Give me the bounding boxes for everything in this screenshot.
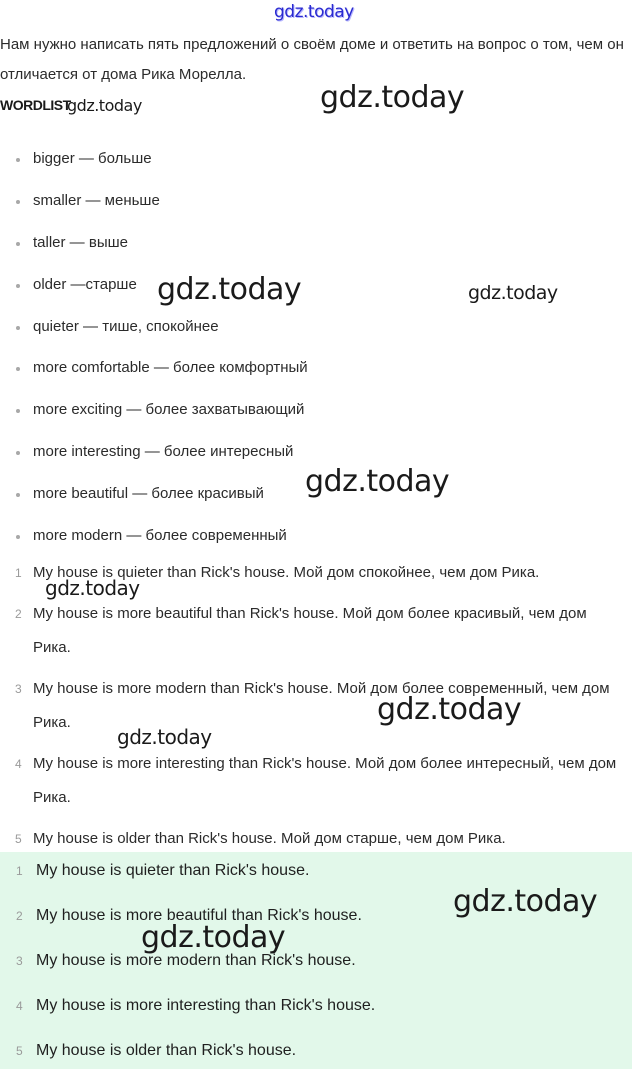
bullet-icon xyxy=(16,284,20,288)
answer-text: My house is more modern than Rick's house. xyxy=(36,952,356,969)
wordlist-item xyxy=(0,481,308,523)
intro-text: Нам нужно написать пять предложений о своём доме и ответить на вопрос о том, чем он отличается от дома Рика Морелла. xyxy=(0,36,624,83)
watermark-overlay: gdz.today xyxy=(157,272,302,307)
bullet-icon xyxy=(16,242,20,246)
bullet-icon xyxy=(16,409,20,413)
wordlist-item-text: taller — выше xyxy=(33,233,128,251)
sentence-number: 3 xyxy=(15,682,22,696)
answer-number: 2 xyxy=(16,909,23,923)
wordlist-item-text: more exciting — более захватывающий xyxy=(33,401,305,419)
wordlist-item xyxy=(0,439,308,481)
answer-item xyxy=(0,858,375,903)
watermark-overlay: gdz.today xyxy=(320,80,465,115)
sentence-number: 4 xyxy=(15,757,22,771)
wordlist-item-text: more modern — более современный xyxy=(33,527,287,545)
bullet-icon xyxy=(16,158,20,162)
watermark-overlay: gdz.today xyxy=(377,692,522,727)
wordlist-item-text: smaller — меньше xyxy=(33,191,160,209)
answer-number: 3 xyxy=(16,954,23,968)
watermark-overlay: gdz.today xyxy=(45,576,140,600)
sentence-item xyxy=(0,747,632,815)
sentence-text: My house is more interesting than Rick's house. Мой дом более интересный, чем дом Рика. xyxy=(33,755,617,806)
sentence-number: 2 xyxy=(15,607,22,621)
wordlist-item xyxy=(0,397,308,439)
sentence-text: My house is quieter than Rick's house. Мой дом спокойнее, чем дом Рика. xyxy=(33,564,540,581)
wordlist xyxy=(0,146,308,565)
bullet-icon xyxy=(16,451,20,455)
wordlist-item-text: bigger — больше xyxy=(33,150,152,167)
watermark-overlay: gdz.today xyxy=(468,282,558,304)
watermark-overlay: gdz.today xyxy=(453,884,598,919)
bullet-icon xyxy=(16,493,20,497)
watermark-overlay: gdz.today xyxy=(117,725,212,749)
wordlist-item-text: quieter — тише, спокойнее xyxy=(33,317,219,335)
sentence-text: My house is more beautiful than Rick's house. Мой дом более красивый, чем дом Рика. xyxy=(33,605,587,656)
wordlist-item-text: older —старше xyxy=(33,275,137,293)
wordlist-item xyxy=(0,314,308,356)
answer-text: My house is more interesting than Rick's house. xyxy=(36,997,376,1014)
sentence-text: My house is more modern than Rick's house. Мой дом более современный, чем дом Рика. xyxy=(33,680,610,731)
answer-text: My house is more beautiful than Rick's house. xyxy=(36,907,362,924)
sentence-item xyxy=(0,822,632,856)
answer-text: My house is older than Rick's house. xyxy=(36,1042,297,1059)
wordlist-item-text: more interesting — более интересный xyxy=(33,443,294,461)
bullet-icon xyxy=(16,367,20,371)
answer-item xyxy=(0,1038,375,1069)
sentence-item xyxy=(0,597,632,665)
answer-number: 4 xyxy=(16,999,23,1013)
sentence-item xyxy=(0,672,632,740)
wordlist-title: WORDLIST xyxy=(0,97,71,113)
wordlist-item xyxy=(0,188,308,230)
sentence-number: 5 xyxy=(15,832,22,846)
bullet-icon xyxy=(16,535,20,539)
answer-number: 1 xyxy=(16,864,23,878)
answer-item xyxy=(0,993,375,1038)
sentence-number: 1 xyxy=(15,566,22,580)
answer-number: 5 xyxy=(16,1044,23,1058)
bullet-icon xyxy=(16,326,20,330)
watermark-top: gdz.today xyxy=(274,2,354,22)
bullet-icon xyxy=(16,200,20,204)
watermark-overlay: gdz.today xyxy=(305,464,450,499)
watermark-inline: gdz.today xyxy=(67,96,142,115)
answer-list xyxy=(0,858,375,1069)
wordlist-item-text: more comfortable — более комфортный xyxy=(33,359,308,377)
wordlist-item-text: more beautiful — более красивый xyxy=(33,485,264,503)
wordlist-item xyxy=(0,355,308,397)
wordlist-item xyxy=(0,230,308,272)
wordlist-heading xyxy=(0,97,71,113)
wordlist-item xyxy=(0,146,308,188)
watermark-overlay: gdz.today xyxy=(141,920,286,955)
sentence-text: My house is older than Rick's house. Мой дом старше, чем дом Рика. xyxy=(33,830,506,847)
answer-text: My house is quieter than Rick's house. xyxy=(36,862,310,879)
sentence-list xyxy=(0,556,632,863)
